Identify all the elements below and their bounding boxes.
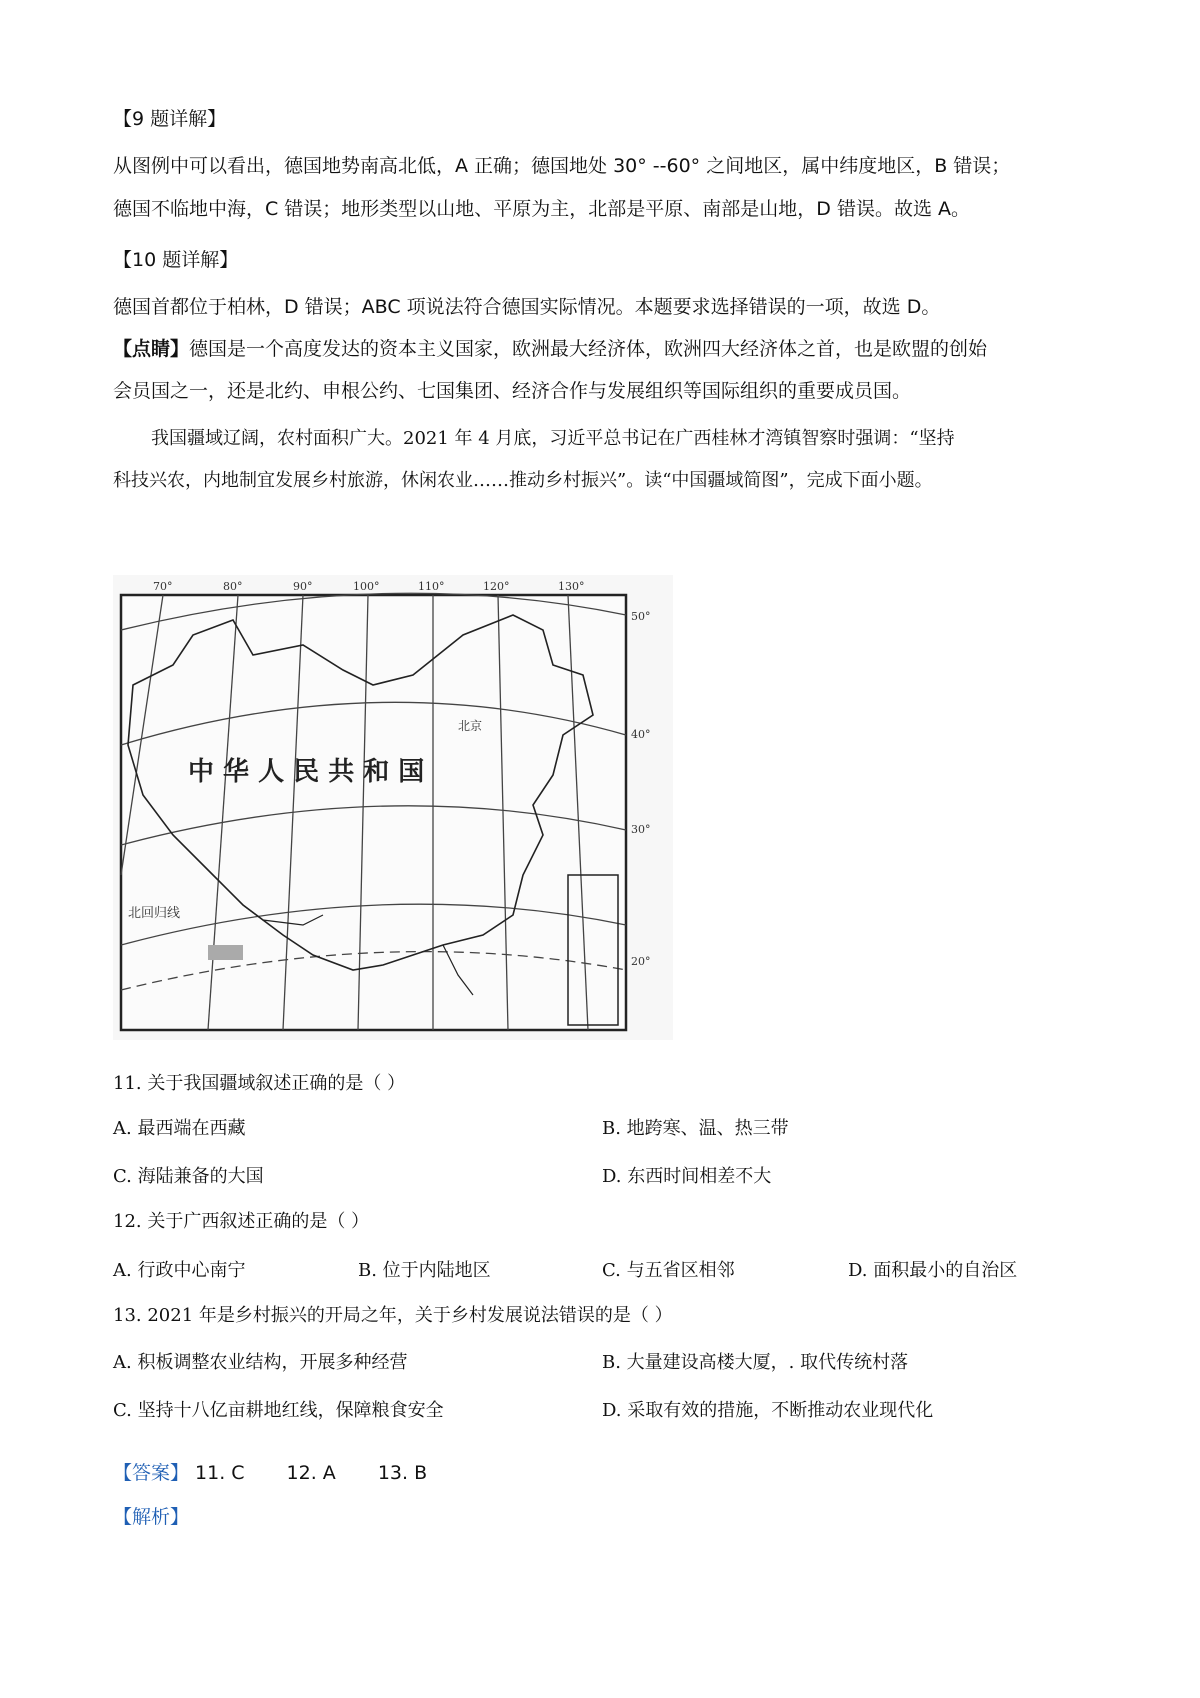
lon-label-130: 130° [558,580,585,593]
intro-line-2: 科技兴农，内地制宜发展乡村旅游，休闲农业……推动乡村振兴”。读“中国疆域简图”，完成下面小题。 [113,470,933,491]
dianjing-line-2: 会员国之一，还是北约、申根公约、七国集团、经济合作与发展组织等国际组织的重要成员国。 [113,380,912,402]
q13-option-d: D. 采取有效的措施，不断推动农业现代化 [602,1400,934,1421]
lat-label-50: 50° [631,610,651,623]
q10-heading: 【10 题详解】 [113,249,239,271]
q10-line-1: 德国首都位于柏林，D 错误；ABC 项说法符合德国实际情况。本题要求选择错误的一项，故选 D。 [113,296,941,318]
q13-option-a: A. 积板调整农业结构，开展多种经营 [113,1352,408,1373]
q12-option-b: B. 位于内陆地区 [358,1260,491,1281]
q13-stem: 13. 2021 年是乡村振兴的开局之年，关于乡村发展说法错误的是（ ） [113,1305,673,1326]
dianjing-tag: 【点睛】 [113,338,190,360]
intro-line-1: 我国疆域辽阔，农村面积广大。2021 年 4 月底，习近平总书记在广西桂林才湾镇智察时强调：“坚持 [151,428,955,449]
lon-label-100: 100° [353,580,380,593]
q9-heading: 【9 题详解】 [113,108,227,130]
lat-label-40: 40° [631,728,651,741]
answer-13: 13. B [377,1462,428,1484]
q13-option-c: C. 坚持十八亿亩耕地红线，保障粮食安全 [113,1400,444,1421]
lat-label-20: 20° [631,955,651,968]
q12-option-a: A. 行政中心南宁 [113,1260,246,1281]
q11-option-c: C. 海陆兼备的大国 [113,1166,264,1187]
lon-label-80: 80° [223,580,243,593]
q13-option-b: B. 大量建设高楼大厦，. 取代传统村落 [602,1352,909,1373]
q12-option-c: C. 与五省区相邻 [602,1260,735,1281]
answer-12: 12. A [286,1462,336,1484]
lon-label-110: 110° [418,580,445,593]
answer-11: 11. C [195,1462,245,1484]
answer-tag: 【答案】 [113,1462,190,1484]
china-territory-map [113,575,673,1040]
q11-option-a: A. 最西端在西藏 [113,1118,246,1139]
q11-option-d: D. 东西时间相差不大 [602,1166,772,1187]
q11-stem: 11. 关于我国疆域叙述正确的是（ ） [113,1073,406,1094]
dianjing-text-1: 德国是一个高度发达的资本主义国家，欧洲最大经济体，欧洲四大经济体之首，也是欧盟的创始 [189,338,988,360]
q12-stem: 12. 关于广西叙述正确的是（ ） [113,1211,370,1232]
q9-line-1: 从图例中可以看出，德国地势南高北低，A 正确；德国地处 30° --60° 之间地区，属中纬度地区，B 错误； [113,155,1011,177]
q12-option-d: D. 面积最小的自治区 [848,1260,1018,1281]
lon-label-70: 70° [153,580,173,593]
q11-option-b: B. 地跨寒、温、热三带 [602,1118,789,1139]
q9-line-2: 德国不临地中海，C 错误；地形类型以山地、平原为主，北部是平原、南部是山地，D 错误。故选 A。 [113,198,971,220]
lat-label-30: 30° [631,823,651,836]
analysis-tag: 【解析】 [113,1506,190,1528]
lon-label-120: 120° [483,580,510,593]
map-tropic-label: 北回归线 [128,906,181,921]
map-country-label: 中 华 人 民 共 和 国 [188,757,425,787]
map-beijing-label: 北京 [458,719,483,733]
dianjing-line-1 [113,340,987,359]
answer-row [113,1458,469,1485]
lon-label-90: 90° [293,580,313,593]
